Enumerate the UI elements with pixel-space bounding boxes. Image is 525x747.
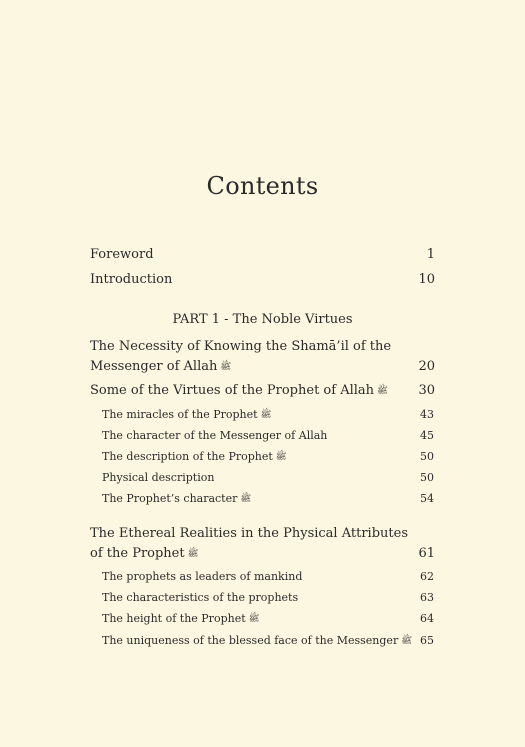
- salla-symbol-icon: ﷺ: [377, 386, 388, 396]
- toc-entry-necessity[interactable]: [90, 337, 435, 377]
- salla-symbol-icon: ﷺ: [240, 494, 252, 504]
- toc-entry-page: 50: [420, 471, 434, 484]
- toc-subentry-prophets-leaders[interactable]: [102, 567, 434, 587]
- toc-entry-page: 54: [420, 492, 434, 505]
- toc-entry-page: 30: [418, 383, 435, 398]
- toc-subentry-physical-description[interactable]: [102, 468, 434, 488]
- toc-entry-page: 64: [420, 612, 434, 625]
- toc-subentry-prophets-character[interactable]: [102, 489, 434, 509]
- toc-entry-page: 1: [426, 247, 435, 262]
- toc-subentry-blessed-face[interactable]: [102, 631, 434, 651]
- toc-entry-title: The characteristics of the prophets: [102, 591, 299, 604]
- salla-symbol-icon: ﷺ: [401, 636, 413, 646]
- toc-entry-title: The character of the Messenger of Allah: [102, 429, 328, 442]
- toc-entry-title: The description of the Prophet ﷺ: [102, 450, 287, 463]
- toc-entry-page: 20: [418, 359, 435, 374]
- salla-symbol-icon: ﷺ: [275, 452, 287, 462]
- toc-subentry-character-messenger[interactable]: [102, 426, 434, 446]
- toc-entry-introduction[interactable]: [90, 270, 435, 290]
- toc-entry-title: Introduction: [90, 272, 173, 287]
- toc-entry-virtues[interactable]: [90, 381, 435, 401]
- toc-entry-page: 43: [420, 408, 434, 421]
- toc-entry-page: 45: [420, 429, 434, 442]
- salla-symbol-icon: ﷺ: [187, 549, 199, 559]
- toc-entry-foreword[interactable]: [90, 245, 435, 265]
- toc-entry-page: 61: [418, 546, 435, 561]
- toc-entry-title: The Prophet’s character ﷺ: [102, 492, 252, 505]
- toc-entry-title: The height of the Prophet ﷺ: [102, 612, 260, 625]
- toc-entry-title: The miracles of the Prophet ﷺ: [102, 408, 272, 421]
- toc-entry-page: 10: [418, 272, 435, 287]
- toc-entry-title: Some of the Virtues of the Prophet of Allah ﷺ: [90, 383, 388, 398]
- toc-entry-page: 65: [420, 634, 434, 647]
- toc-entry-title: The Ethereal Realities in the Physical Attributes of the Prophet ﷺ: [90, 526, 408, 561]
- salla-symbol-icon: ﷺ: [220, 362, 232, 372]
- toc-entry-page: 50: [420, 450, 434, 463]
- toc-entry-title: Foreword: [90, 247, 154, 262]
- toc-subentry-characteristics[interactable]: [102, 588, 434, 608]
- salla-symbol-icon: ﷺ: [248, 614, 260, 624]
- toc-entry-ethereal-realities[interactable]: [90, 524, 435, 564]
- toc-entry-page: 62: [420, 570, 434, 583]
- page-title: Contents: [206, 172, 319, 200]
- toc-entry-title: Physical description: [102, 471, 215, 484]
- toc-entry-title: The uniqueness of the blessed face of the Messenger ﷺ: [102, 634, 413, 647]
- toc-entry-title: The Necessity of Knowing the Shamā’il of the Messenger of Allah ﷺ: [90, 339, 392, 374]
- salla-symbol-icon: ﷺ: [260, 410, 272, 420]
- toc-entry-page: 63: [420, 591, 434, 604]
- toc-entry-title: The prophets as leaders of mankind: [102, 570, 303, 583]
- part-heading: PART 1 - The Noble Virtues: [172, 312, 353, 327]
- toc-subentry-miracles[interactable]: [102, 405, 434, 425]
- toc-subentry-description[interactable]: [102, 447, 434, 467]
- toc-subentry-height[interactable]: [102, 609, 434, 629]
